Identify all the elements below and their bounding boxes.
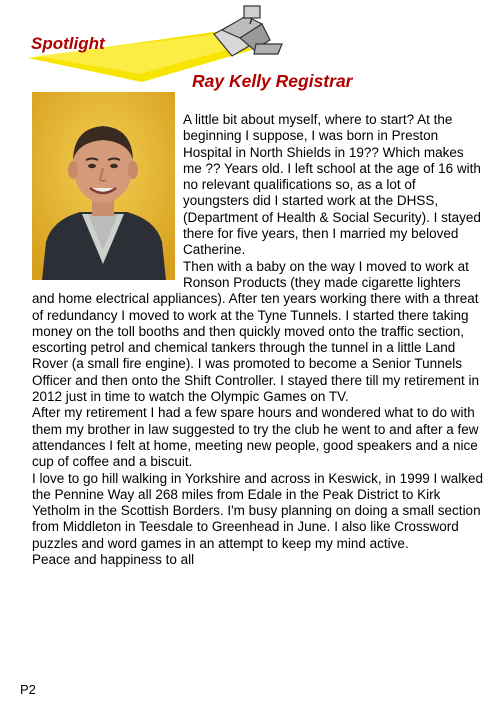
article-paragraph: After my retirement I had a few spare hours and wondered what to do with them my brother in law suggested to try the club he went to and after a few attendances I felt at home, meeting new people, good speakers and a nice cup of coffee and a biscuit.	[32, 405, 479, 470]
page-number: P2	[20, 682, 36, 697]
article-paragraph: A little bit about myself, where to start? At the beginning I suppose, I was born in Preston Hospital in North Shields in 19?? Which makes me ?? Years old. I left school at the age of 16 with no relevant qualifications so, as a lot of youngsters did I started work at the DHSS, (Department of Health & Social Security). I stayed there for five years, then I married my beloved Catherine.	[183, 112, 481, 258]
section-kicker: Spotlight	[31, 34, 105, 53]
profile-name-heading: Ray Kelly Registrar	[192, 71, 353, 91]
article-paragraph: I love to go hill walking in Yorkshire and across in Keswick, in 1999 I walked the Pennine Way all 268 miles from Edale in the Peak District to Kirk Yetholm in the Scottish Borders. I'm busy planning on doing a small section from Middleton in Teesdale to Greenhead in June. I also like Crossword puzzles and word games in an attempt to keep my mind active.	[32, 470, 483, 551]
photo-spacer	[32, 112, 183, 279]
article-paragraph: Then with a baby on the way I moved to work at Ronson Products (they made cigarette lighters and home electrical appliances). After ten years working there with a threat of redundancy I moved to work at the Tyne Tunnels. I started there taking money on the toll booths and then quickly moved onto the traffic section, escorting petrol and chemical tankers through the tunnel in a little Land Rover (a small fire engine). I was promoted to become a Senior Tunnels Officer and then onto the Shift Controller. I stayed there till my retirement in 2012 just in time to watch the Olympic Games on TV.	[32, 258, 479, 405]
article-paragraph: Peace and happiness to all	[32, 552, 195, 568]
article-body	[32, 112, 484, 568]
